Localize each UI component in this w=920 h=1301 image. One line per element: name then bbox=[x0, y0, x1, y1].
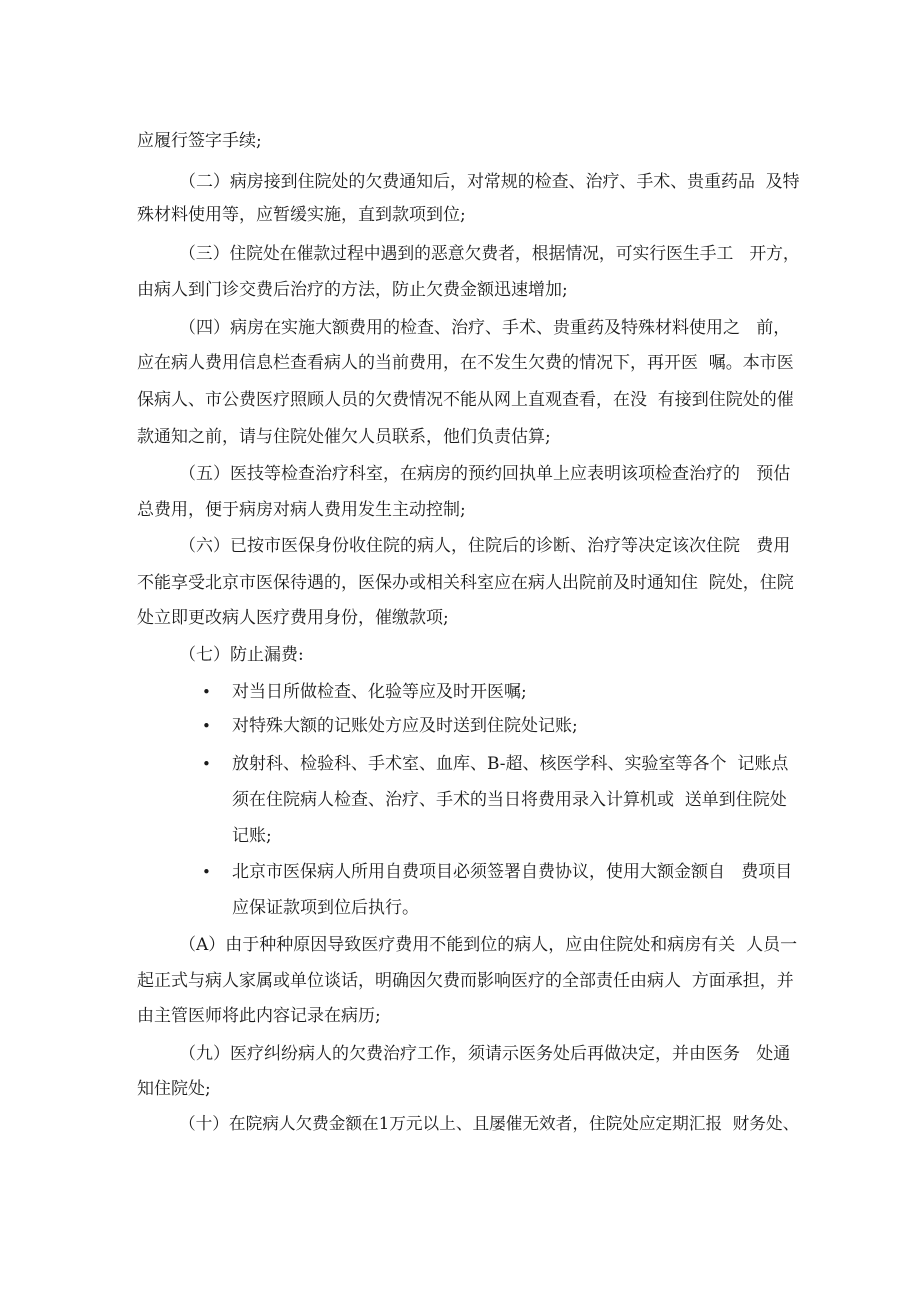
text-line: 处立即更改病人医疗费用身份，催缴款项; bbox=[137, 608, 449, 628]
text-line: 殊材料使用等，应暂缓实施，直到款项到位; bbox=[137, 205, 466, 225]
text-line: （七）防止漏费: bbox=[179, 645, 304, 665]
text-line: 应在病人费用信息栏查看病人的当前费用，在不发生欠费的情况下，再开医 嘱。本市医 bbox=[137, 353, 794, 373]
list-item: 北京市医保病人所用自费项目必须签署自费协议，使用大额金额自 费项目 bbox=[232, 862, 793, 882]
text-line: 款通知之前，请与住院处催欠人员联系，他们负责估算; bbox=[137, 427, 551, 447]
bullet-icon: • bbox=[202, 683, 211, 701]
text-line: （六）已按市医保身份收住院的病人，住院后的诊断、治疗等决定该次住院 费用 bbox=[179, 536, 791, 556]
text-line: （三）住院处在催款过程中遇到的恶意欠费者，根据情况，可实行医生手工 开方， bbox=[179, 243, 800, 263]
list-item: 放射科、检验科、手术室、血库、B-超、核医学科、实验室等各个 记账点 bbox=[232, 754, 789, 774]
text-line: 起正式与病人家属或单位谈话，明确因欠费而影响医疗的全部责任由病人 方面承担，并 bbox=[137, 971, 794, 991]
text-line: （五）医技等检查治疗科室，在病房的预约回执单上应表明该项检查治疗的 预估 bbox=[179, 464, 791, 484]
text-line: 知住院处; bbox=[137, 1079, 211, 1099]
list-item: 须在住院病人检查、治疗、手术的当日将费用录入计算机或 送单到住院处 bbox=[232, 790, 787, 810]
list-item: 对当日所做检查、化验等应及时开医嘱; bbox=[232, 682, 527, 702]
text-line: 由病人到门诊交费后治疗的方法，防止欠费金额迅速增加; bbox=[137, 280, 568, 300]
text-line: （十）在院病人欠费金额在1万元以上、且屡催无效者，住院处应定期汇报 财务处、 bbox=[179, 1114, 800, 1133]
list-item: 应保证款项到位后执行。 bbox=[232, 898, 419, 918]
text-line: 由主管医师将此内容记录在病历; bbox=[137, 1006, 381, 1026]
text-line: （二）病房接到住院处的欠费通知后，对常规的检查、治疗、手术、贵重药品 及特 bbox=[179, 171, 800, 191]
text-line: （四）病房在实施大额费用的检查、治疗、手术、贵重药及特殊材料使用之 前， bbox=[179, 318, 791, 338]
bullet-icon: • bbox=[202, 717, 211, 735]
text-line: 保病人、市公费医疗照顾人员的欠费情况不能从网上直观查看，在没 有接到住院处的催 bbox=[137, 390, 794, 410]
bullet-icon: • bbox=[202, 755, 211, 773]
text-line: 应履行签字手续; bbox=[137, 131, 262, 151]
text-line: 不能享受北京市医保待遇的，医保办或相关科室应在病人出院前及时通知住 院处，住院 bbox=[137, 573, 794, 593]
text-line: （九）医疗纠纷病人的欠费治疗工作，须请示医务处后再做决定，并由医务 处通 bbox=[179, 1044, 791, 1064]
bullet-icon: • bbox=[202, 863, 211, 881]
text-line: 总费用，便于病房对病人费用发生主动控制; bbox=[137, 500, 466, 520]
list-item: 记账; bbox=[232, 826, 272, 846]
text-line: （A）由于种种原因导致医疗费用不能到位的病人，应由住院处和病房有关 人员一 bbox=[179, 935, 798, 955]
list-item: 对特殊大额的记账处方应及时送到住院处记账; bbox=[232, 716, 578, 736]
